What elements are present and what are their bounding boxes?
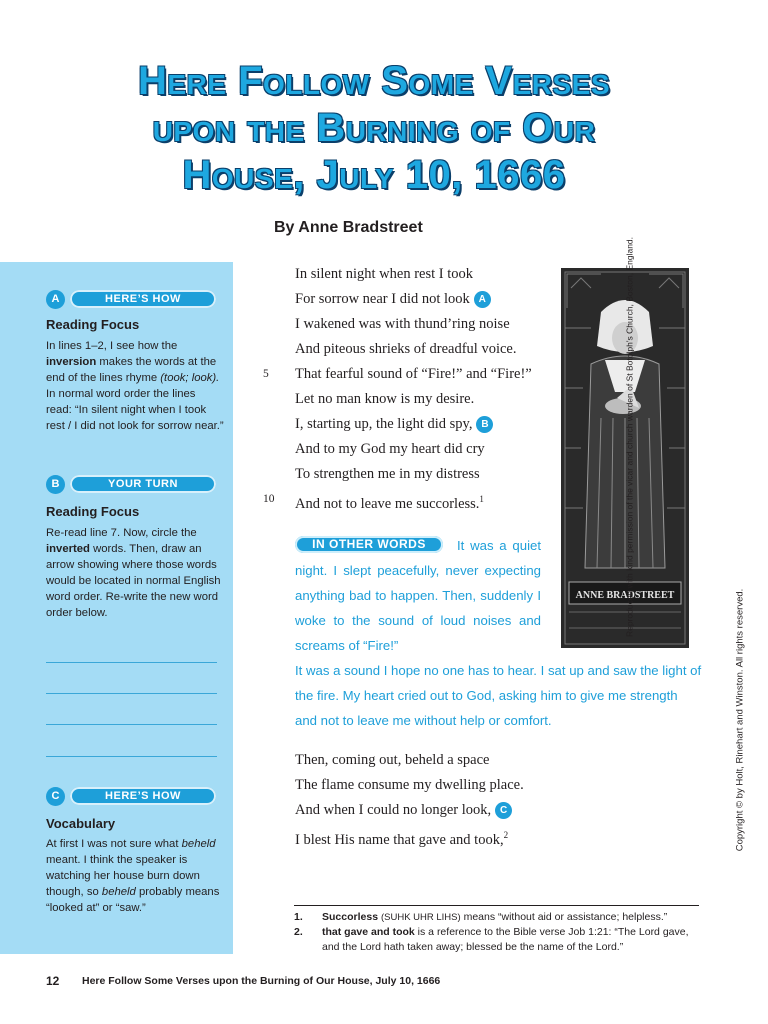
poem-line-text: That fearful sound of “Fire!” and “Fire!” xyxy=(295,366,532,382)
reading-focus-heading: Reading Focus xyxy=(46,317,140,332)
poem-line-text: And not to leave me succorless. xyxy=(295,495,480,512)
line-number: 10 xyxy=(263,493,275,505)
title-line-3: House, July 10, 1666 xyxy=(182,153,566,197)
term-beheld: beheld xyxy=(181,838,216,850)
rhyme-words: (took; look). xyxy=(160,372,220,384)
page-title xyxy=(40,58,708,199)
footnote-term: Succorless xyxy=(322,911,379,923)
answer-line[interactable] xyxy=(46,756,217,757)
footnote-number: 2. xyxy=(294,926,303,938)
poem-line-text: And when I could no longer look, xyxy=(295,802,492,818)
poem-line xyxy=(295,775,524,800)
marker-a: A xyxy=(474,291,491,308)
title-line-2: upon the Burning of Our xyxy=(152,106,596,150)
sidebar-b-text xyxy=(46,525,224,621)
footnote-text: is a reference to the Bible verse Job 1:21: “The Lord gave, and the Lord hath taken away; blessed be the name of the Lord.” xyxy=(322,926,689,953)
heres-how-pill: HERE’S HOW xyxy=(70,290,216,308)
marker-b: B xyxy=(476,416,493,433)
footnote xyxy=(294,925,704,955)
text-segment: At first I was not sure what xyxy=(46,838,182,850)
text-segment: In lines 1–2, I see how the xyxy=(46,340,178,352)
your-turn-pill: YOUR TURN xyxy=(70,475,216,493)
heres-how-pill: HERE’S HOW xyxy=(70,787,216,805)
poem-line-text: To strengthen me in my distress xyxy=(295,466,480,482)
footer-title: Here Follow Some Verses upon the Burning of Our House, July 10, 1666 xyxy=(82,975,441,987)
poem-line xyxy=(295,264,532,289)
in-other-words-label: IN OTHER WORDS xyxy=(295,536,443,553)
poem-line xyxy=(295,464,532,489)
in-other-words-text-a: It was a quiet night. I slept peacefully, never expecting anything bad to happen. Then, suddenly I woke to the sound of loud noises and screams of “Fire!” xyxy=(295,538,541,653)
poem-line xyxy=(295,389,532,414)
page-number: 12 xyxy=(46,974,60,988)
marker-c: C xyxy=(495,802,512,819)
line-number: 5 xyxy=(263,368,269,380)
footnote-ref-1[interactable]: 1 xyxy=(479,494,484,504)
poem-line xyxy=(295,439,532,464)
poem-line xyxy=(295,800,524,825)
poem-line-text: I wakened was with thund’ring noise xyxy=(295,316,510,332)
poem-line-text: I blest His name that gave and took, xyxy=(295,831,504,848)
answer-line[interactable] xyxy=(46,724,217,725)
text-segment: words. Then, draw an arrow showing where those words would be located in normal English word order. Re-write the new word order below. xyxy=(46,543,221,619)
footnote-pronunciation: (SUHK UHR LIHS) xyxy=(380,912,461,923)
poem-line xyxy=(295,339,532,364)
author-byline: By Anne Bradstreet xyxy=(274,219,423,236)
term-inversion: inversion xyxy=(46,356,97,368)
poem-line-text: The flame consume my dwelling place. xyxy=(295,777,524,793)
poem-line xyxy=(295,750,524,775)
poem-line xyxy=(263,364,532,389)
footnote-divider xyxy=(294,905,699,906)
poem-line xyxy=(295,825,524,850)
footnotes xyxy=(294,910,704,955)
poem-line-text: Let no man know is my desire. xyxy=(295,391,475,407)
answer-line[interactable] xyxy=(46,662,217,663)
footnote-term: that gave and took xyxy=(322,926,415,938)
marker-b-circle: B xyxy=(46,475,65,494)
copyright-notice: Copyright © by Holt, Rinehart and Winston. All rights reserved. xyxy=(734,588,746,852)
sidebar-c-text xyxy=(46,836,224,916)
reading-focus-heading: Reading Focus xyxy=(46,504,140,519)
footnote-number: 1. xyxy=(294,911,303,923)
poem-line xyxy=(263,489,532,514)
vocabulary-heading: Vocabulary xyxy=(46,816,116,831)
term-beheld: beheld xyxy=(101,886,136,898)
poem-line-text: For sorrow near I did not look xyxy=(295,291,470,307)
poem-line-text: Then, coming out, beheld a space xyxy=(295,752,490,768)
text-segment: In normal word order the lines read: “In silent night when I took rest / I did not look for sorrow near.” xyxy=(46,388,224,432)
poem-stanza-1 xyxy=(263,264,532,514)
marker-c-circle: C xyxy=(46,787,65,806)
sidebar xyxy=(0,262,233,954)
footnote-text: means “without aid or assistance; helpless.” xyxy=(460,911,668,923)
sidebar-a-text xyxy=(46,338,224,434)
title-line-1: Here Follow Some Verses xyxy=(138,59,610,103)
poem-line xyxy=(295,414,532,439)
poem-line-text: I, starting up, the light did spy, xyxy=(295,416,473,432)
answer-line[interactable] xyxy=(46,693,217,694)
poem-line-text: And piteous shrieks of dreadful voice. xyxy=(295,341,517,357)
poem-line xyxy=(295,289,532,314)
footnote xyxy=(294,910,704,925)
text-segment: meant. I think the speaker is watching her house burn down though, so xyxy=(46,854,200,898)
poem-line-text: And to my God my heart did cry xyxy=(295,441,485,457)
text-segment: probably means “looked at” or “saw.” xyxy=(46,886,220,914)
footnote-ref-2[interactable]: 2 xyxy=(503,830,509,840)
poem-line xyxy=(295,314,532,339)
in-other-words-text-b: It was a sound I hope no one has to hear. I sat up and saw the light of the fire. My heart cried out to God, asking him to give me strength and not to leave me without help or comfort. xyxy=(295,663,702,728)
poem-stanza-2 xyxy=(295,750,524,850)
text-segment: makes the words at the end of the lines rhyme xyxy=(46,356,217,384)
image-caption: Reproduced with kind permission of the vicar and church warden of St Botolph’s Church, Boston, England. xyxy=(624,236,635,638)
image-window-text: ANNE BRADSTREET xyxy=(575,590,675,601)
text-segment: Re-read line 7. Now, circle the xyxy=(46,527,197,539)
marker-a-circle: A xyxy=(46,290,65,309)
term-inverted: inverted xyxy=(46,543,90,555)
poem-line-text: In silent night when rest I took xyxy=(295,266,474,282)
